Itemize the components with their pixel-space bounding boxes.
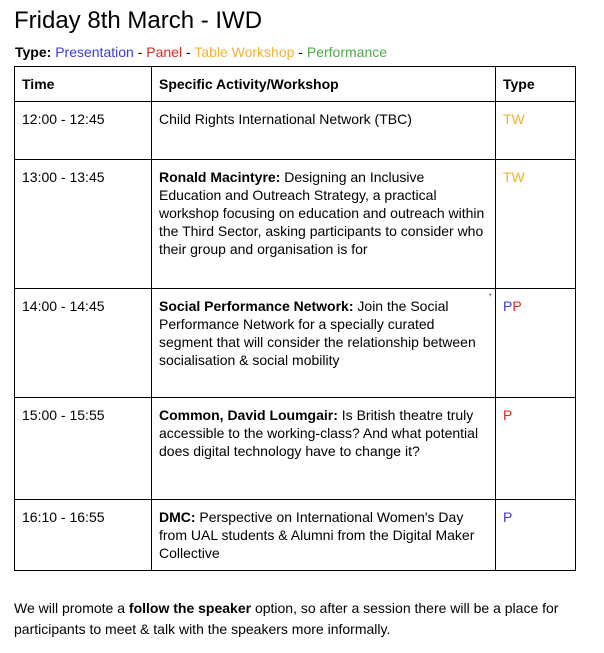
type-code: TW [503,111,525,127]
speaker-name: Social Performance Network: [159,298,354,314]
type-code: P [512,298,522,314]
legend-separator: - [133,44,147,60]
table-row [15,500,576,571]
header-time: Time [15,67,152,102]
time-cell: 13:00 - 13:45 [15,160,152,289]
legend-presentation: Presentation [55,44,134,60]
footer-note [14,598,594,640]
type-code: P [503,298,513,314]
time-cell: 14:00 - 14:45 [15,289,152,398]
table-row [15,102,576,160]
legend-performance: Performance [306,44,388,60]
type-code: P [503,407,513,423]
type-code: TW [503,169,525,185]
footer-emphasis: follow the speaker [128,600,252,616]
type-cell [496,102,576,160]
table-row [15,398,576,500]
header-activity: Specific Activity/Workshop [152,67,496,102]
activity-description: Join the Social Performance Network for a specially curated segment that will consider the relationship between socialisation & social mobility [159,298,476,368]
table-row [15,160,576,289]
activity-cell [152,289,496,398]
activity-description: Designing an Inclusive Education and Outreach Strategy, a practical workshop focusing on education and outreach within the Third Sector, asking participants to consider who their group and organisation is for [159,169,485,257]
footer-text-start: We will promote a [14,600,129,616]
activity-cell [152,398,496,500]
table-row [15,289,576,398]
type-code: P [503,509,513,525]
type-legend [15,43,387,61]
header-type: Type [496,67,576,102]
legend-separator: - [294,44,307,60]
chevron-down-icon[interactable]: ▾ [488,292,492,299]
activity-description: Child Rights International Network (TBC) [159,111,412,127]
table-header-row [15,67,576,102]
legend-panel: Panel [146,44,183,60]
legend-separator: - [182,44,195,60]
time-cell: 15:00 - 15:55 [15,398,152,500]
speaker-name: Common, David Loumgair: [159,407,338,423]
speaker-name: DMC: [159,509,196,525]
activity-cell [152,102,496,160]
type-cell [496,500,576,571]
activity-cell [152,160,496,289]
activity-cell [152,500,496,571]
time-cell: 16:10 - 16:55 [15,500,152,571]
type-cell [496,289,576,398]
legend-table-workshop: Table Workshop [194,44,295,60]
schedule-table [14,66,576,571]
footer-text-end: option, so after a session there will be a place for participants to meet & talk with the speakers more informally. [14,600,559,637]
time-cell: 12:00 - 12:45 [15,102,152,160]
activity-description: Perspective on International Women's Day from UAL students & Alumni from the Digital Maker Collective [159,509,475,561]
legend-label: Type: [15,44,52,60]
activity-description: Is British theatre truly accessible to the working-class? And what potential does digital technology have to change it? [159,407,479,459]
type-cell [496,398,576,500]
speaker-name: Ronald Macintyre: [159,169,281,185]
type-cell [496,160,576,289]
page-title: Friday 8th March - IWD [14,7,263,34]
